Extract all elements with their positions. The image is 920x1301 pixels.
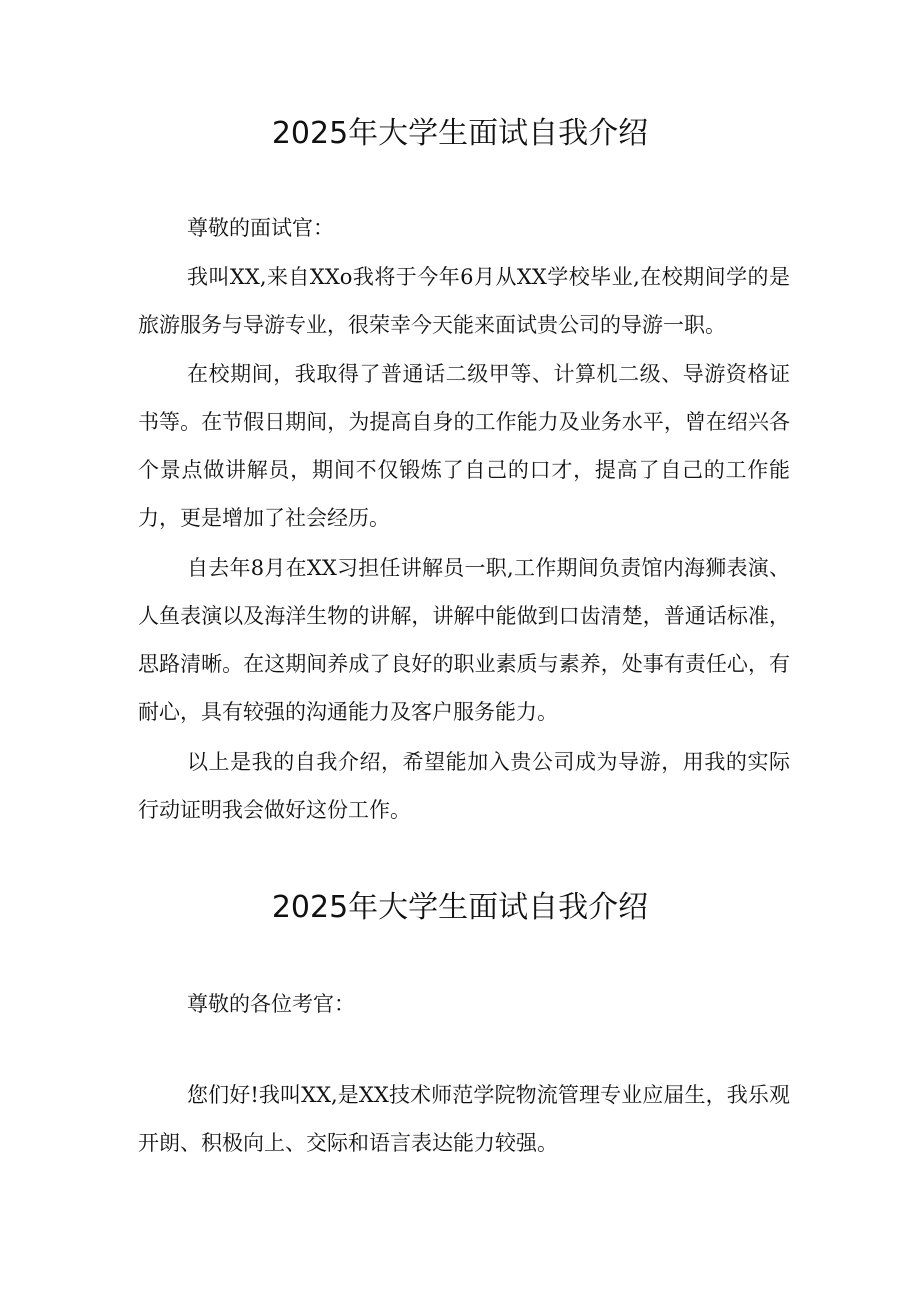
document-title: 2025年大学生面试自我介绍 [271, 116, 649, 151]
paragraph-3: 自去年8月在XX习担任讲解员一职,工作期间负责馆内海狮表演、人鱼表演以及海洋生物的讲解，讲解中能做到口齿清楚，普通话标准，思路清晰。在这期间养成了良好的职业素质与素养，处事有责任心，有耐心，具有较强的沟通能力及客户服务能力。 [138, 556, 790, 724]
second-paragraph-1: 您们好!我叫XX,是XX技术师范学院物流管理专业应届生，我乐观开朗、积极向上、交际和语言表达能力较强。 [138, 1083, 790, 1155]
paragraph-1: 我叫XX,来自XXo我将于今年6月从XX学校毕业,在校期间学的是旅游服务与导游专业，很荣幸今天能来面试贵公司的导游一职。 [138, 265, 790, 337]
paragraph-2: 在校期间，我取得了普通话二级甲等、计算机二级、导游资格证书等。在节假日期间，为提高自身的工作能力及业务水平，曾在绍兴各个景点做讲解员，期间不仅锻炼了自己的口才，提高了自己的工作能力，更是增加了社会经历。 [138, 362, 790, 530]
second-salutation: 尊敬的各位考官： [187, 992, 355, 1016]
second-document-title: 2025年大学生面试自我介绍 [271, 890, 649, 925]
salutation: 尊敬的面试官： [187, 216, 334, 240]
paragraph-4: 以上是我的自我介绍，希望能加入贵公司成为导游，用我的实际行动证明我会做好这份工作。 [138, 750, 790, 822]
